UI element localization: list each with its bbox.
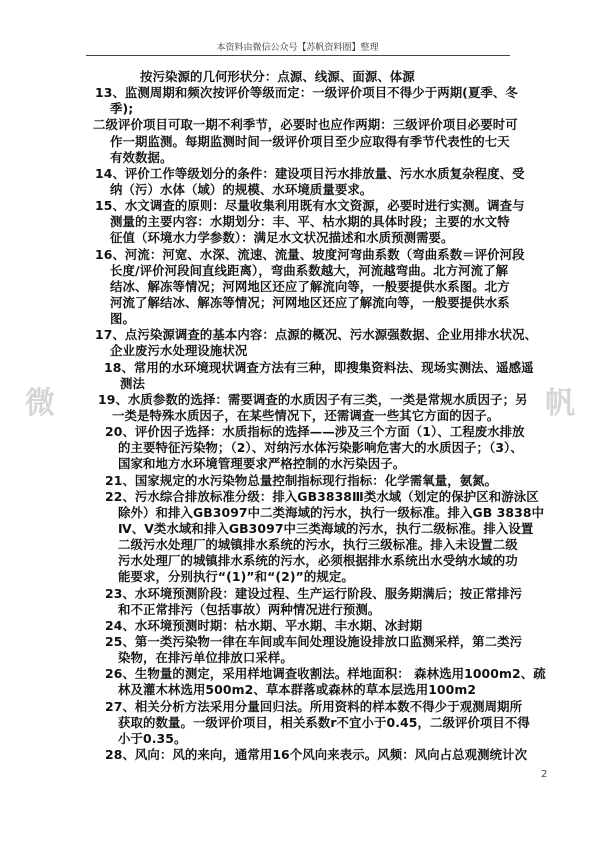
text-line: Ⅳ、Ⅴ类水域和排入GB3097中三类海域的污水，执行二级标准。排入设置 xyxy=(118,521,534,536)
text-line: 污水处理厂的城镇排水系统的污水，必须根据排水系统出水受纳水域的功 xyxy=(118,553,518,568)
text-line: 27、相关分析方法采用分量回归法。所用资料的样本数不得少于观测周期所 xyxy=(105,699,523,714)
text-line: 有效数据。 xyxy=(110,150,173,165)
text-line: 20、评价因子选择：水质指标的选择——涉及三个方面（1）、工程废水排放 xyxy=(105,424,525,439)
page-number: 2 xyxy=(541,769,548,780)
text-line: 22、污水综合排放标准分级：排入GB3838Ⅲ类水域（划定的保护区和游泳区 xyxy=(105,489,539,504)
text-line: 结冰、解冻等情况；河网地区还应了解流向等，一般要提供水系图。北方 xyxy=(110,279,510,294)
text-line: 除外）和排入GB3097中二类海域的污水，执行一级标准。排入GB 3838中 xyxy=(118,505,545,520)
watermark-right: 帆 xyxy=(545,386,575,421)
text-line: 14、评价工作等级划分的条件：建设项目污水排放量、污水水质复杂程度、受 xyxy=(95,166,525,181)
text-line: 26、生物量的测定，采用样地调查收割法。样地面积： 森林选用1000m2、疏 xyxy=(105,666,546,681)
text-line: 和不正常排污（包括事故）两种情况进行预测。 xyxy=(118,602,381,617)
text-line: 纳（污）水体（域）的规模、水环境质量要求。 xyxy=(110,182,373,197)
text-line: 测法 xyxy=(120,376,145,391)
text-line: 二级污水处理厂的城镇排水系统的污水，执行三级标准。排入未设置二级 xyxy=(118,537,518,552)
text-line: 国家和地方水环境管理要求严格控制的水污染因子。 xyxy=(118,456,406,471)
text-line: 一类是特殊水质因子，在某些情况下，还需调查一些其它方面的因子。 xyxy=(112,408,500,423)
text-line: 的主要特征污染物；（2）、对纳污水体污染影响危害大的水质因子；（3）、 xyxy=(118,440,523,455)
text-line: 季); xyxy=(110,101,134,116)
header-divider xyxy=(86,55,510,56)
text-line: 按污染源的几何形状分：点源、线源、面源、体源 xyxy=(140,69,415,84)
text-line: 染物，在排污单位排放口采样。 xyxy=(118,650,293,665)
text-line: 获取的数量。一级评价项目，相关系数r不宜小于0.45，二级评价项目不得 xyxy=(118,715,530,730)
text-line: 17、点污染源调查的基本内容：点源的概况、污水源强数据、企业用排水状况、 xyxy=(95,327,538,342)
text-line: 15、水文调查的原则：尽量收集利用既有水文资源，必要时进行实测。调查与 xyxy=(95,198,525,213)
text-line: 21、国家规定的水污染物总量控制指标现行指标：化学需氧量，氨氮。 xyxy=(105,473,498,488)
text-line: 林及灌木林选用500m2、草本群落或森林的草本层选用100m2 xyxy=(118,682,477,697)
text-line: 16、河流：河宽、水深、流速、流量、坡度河弯曲系数（弯曲系数＝评价河段 xyxy=(95,247,525,262)
text-line: 征值（环境水力学参数）：满足水文状况描述和水质预测需要。 xyxy=(110,230,454,245)
page-header: 本资料由微信公众号【苏帆资料圈】整理 xyxy=(216,43,379,53)
text-line: 19、水质参数的选择：需要调查的水质因子有三类，一类是常规水质因子；另 xyxy=(98,392,528,407)
text-line: 小于0.35。 xyxy=(118,731,187,746)
text-line: 23、水环境预测阶段：建设过程、生产运行阶段、服务期满后；按正常排污 xyxy=(105,586,523,601)
text-line: 测量的主要内容：水期划分：丰、平、枯水期的具体时段；主要的水文特 xyxy=(110,214,510,229)
text-line: 二级评价项目可取一期不利季节，必要时也应作两期：三级评价项目必要时可 xyxy=(93,117,518,132)
text-line: 企业废污水处理设施状况 xyxy=(110,343,248,358)
text-line: 长度/评价河段间直线距离），弯曲系数越大，河流越弯曲。北方河流了解 xyxy=(110,263,509,278)
text-line: 图。 xyxy=(110,311,135,326)
text-line: 作一期监测。每期监测时间一级评价项目至少应取得有季节代表性的七天 xyxy=(110,134,510,149)
text-line: 河流了解结冰、解冻等情况；河网地区还应了解流向等，一般要提供水系 xyxy=(110,295,510,310)
text-line: 25、第一类污染物一律在车间或车间处理设施设排放口监测采样，第二类污 xyxy=(105,634,523,649)
text-line: 能要求，分别执行“(1)”和“(2)”的规定。 xyxy=(118,569,354,584)
text-line: 24、水环境预测时期：枯水期、平水期、丰水期、冰封期 xyxy=(105,618,423,633)
watermark-left: 微 xyxy=(25,386,55,421)
text-line: 28、风向：风的来向，通常用16个风向来表示。风频：风向占总观测统计次 xyxy=(105,747,528,762)
text-line: 13、监测周期和频次按评价等级而定：一级评价项目不得少于两期(夏季、冬 xyxy=(95,85,518,100)
text-line: 18、常用的水环境现状调查方法有三种，即搜集资料法、现场实测法、遥感遥 xyxy=(104,360,534,375)
